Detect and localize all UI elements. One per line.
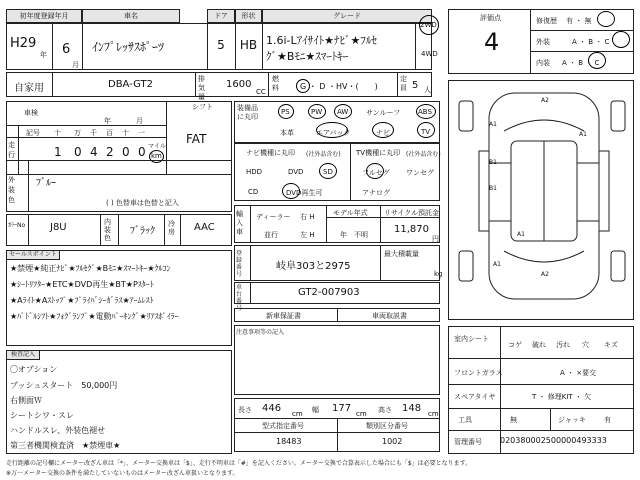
tv-type-label: TV機種に丸印 <box>356 149 401 157</box>
equip-airbag: エアバック <box>316 129 351 137</box>
front-glass-label: フロントガラス <box>454 369 503 377</box>
sales-point-line: ★Aﾗｲﾄ★Aｽﾄｯﾌﾟ★ﾌﾟﾗｲﾊﾞｼｰｶﾞﾗｽ★ｱｰﾑﾚｽﾄ <box>10 296 154 305</box>
ac-label: 冷房 <box>168 220 175 236</box>
inspector-label: 検査記入 <box>6 350 40 360</box>
car-name: ｲﾝﾌﾟﾚｯｻｽﾎﾟｰﾂ <box>92 40 165 54</box>
cc-unit: CC <box>256 88 266 96</box>
running-label: 走行 <box>8 141 15 159</box>
mileage-digit: 1 <box>54 145 62 159</box>
footer-line-1: 走行距離の記号欄にメーター改ざん車は「*」、メーター交換車は「$」、走行不明車は「#」を記入ください。メーター交換で合算表示した場合にも「$」は必要となります。 <box>6 460 472 467</box>
place-header: 万 <box>74 129 81 137</box>
grade-line1: 1.6i-Lｱｲｻｲﾄ★ﾅﾋﾞ★ﾌﾙｾ <box>266 34 377 47</box>
place-header: 十 <box>54 129 61 137</box>
interior-grade-label: 内装 <box>536 59 550 67</box>
seat-option: 穴 <box>582 341 589 349</box>
shift-label: シフト <box>192 103 213 111</box>
equip-leather: 本革 <box>280 129 294 137</box>
grade-line2: ｸﾞ★Bﾓﾆ★ｽﾏｰﾄｷｰ <box>266 50 349 63</box>
shape-value: HB <box>239 38 258 52</box>
interior-color-value: ﾌﾞﾗｯｸ <box>130 226 155 237</box>
capacity-label: 定員 <box>400 75 407 92</box>
equip-sunroof: サンルーフ <box>366 109 401 117</box>
score-label: 評価点 <box>480 14 501 22</box>
interior-color-label: 内装色 <box>104 218 111 242</box>
equip-pw: PW <box>311 108 323 116</box>
jack-label: ジャッキ <box>558 416 586 424</box>
first-reg-era: H29 <box>10 36 37 51</box>
sales-point-line: ★ﾊﾟﾄﾞﾙｼﾌﾄ★ﾌｫｸﾞﾗﾝﾌﾟ★電動ﾊﾟｰｷﾝｸﾞ★ﾘｱｽﾎﾟｲﾗｰ <box>10 312 179 321</box>
nav-type-label: ナビ機種に丸印 <box>246 149 295 157</box>
capacity-value: 5 <box>412 80 419 91</box>
inspection-month-unit: 月 <box>136 117 143 125</box>
class-no-label: 類別区分番号 <box>366 422 408 430</box>
fuel-label: 燃料 <box>272 75 279 92</box>
reg-number: 岐阜303と2975 <box>276 261 351 272</box>
recycle-yen: 円 <box>432 235 439 243</box>
color-no-label: ｶﾗｰNo <box>8 222 26 229</box>
seat-label: 室内シート <box>454 335 489 343</box>
place-header: 一 <box>138 129 145 137</box>
tv-type-sub: (社外品含む) <box>406 151 441 158</box>
displacement-value: 1600 <box>226 79 252 90</box>
place-header: 千 <box>90 129 97 137</box>
width-label: 幅 <box>312 406 319 414</box>
equip-ps: PS <box>281 108 290 116</box>
mileage-digit: 0 <box>122 145 130 159</box>
year-unit: 年 <box>40 51 47 59</box>
import-parallel: 並行 <box>264 231 278 239</box>
repair-history-label: 修復歴 <box>536 17 557 25</box>
equip-tv: TV <box>421 128 431 136</box>
mgmt-no-label: 管理番号 <box>454 438 482 446</box>
place-header: 記号 <box>26 129 40 137</box>
spare-tire-value: T ・ 修理KIT ・ 欠 <box>532 393 592 401</box>
nav-cd: CD <box>248 188 259 196</box>
grade-header: グレード <box>262 9 432 23</box>
inspector-line: 〇オプション <box>10 365 58 374</box>
reg-number-label: 登録番号 <box>236 250 243 278</box>
sales-point-line: ★ｼｰﾄﾘﾌﾀｰ★ETC★DVD再生★BT★Pｽﾀｰﾄ <box>10 280 154 289</box>
sales-points-label: セールスポイント <box>6 250 60 260</box>
import-left-hand: 左 H <box>300 231 315 239</box>
repair-history-options: 有 ・ 無 <box>566 17 592 25</box>
shape-header: 形状 <box>235 9 262 23</box>
import-dealer: ディーラー <box>256 213 291 221</box>
recycle-amount: 11,870 <box>394 224 429 235</box>
equip-aw: AW <box>337 108 349 116</box>
doors-header: ドア <box>207 9 235 23</box>
max-load-label: 最大積載量 <box>384 250 419 258</box>
type-no-value: 18483 <box>276 437 302 446</box>
tv-oneseg: ワンセグ <box>406 169 434 177</box>
car-name-header: 車名 <box>82 9 180 23</box>
manual-label: 車両取説書 <box>372 312 407 320</box>
ac-value: AAC <box>194 222 215 233</box>
inspection-label: 車検 <box>24 109 38 117</box>
color-no-value: J8U <box>50 222 67 233</box>
equip-navi: ナビ <box>376 129 390 137</box>
displacement-label: 排気量 <box>198 75 205 101</box>
length-cm: cm <box>292 410 303 418</box>
tools-label: 工具 <box>458 416 472 424</box>
usage-value: 自家用 <box>14 83 44 94</box>
footer-line-2: ※万一メーター交換の条件を満たしていないものはメーター改ざん車扱いとなります。 <box>6 470 239 477</box>
length-label: 長さ <box>238 406 252 414</box>
nav-sd: SD <box>323 168 333 176</box>
drive-2wd: 2WD <box>420 21 437 29</box>
damage-label: A2 <box>541 271 549 278</box>
exterior-color-value: ﾌﾞﾙｰ <box>36 178 56 189</box>
km-unit: km <box>151 152 162 160</box>
inspector-line: プッシュスタート 50,000円 <box>10 381 118 390</box>
damage-label: A1 <box>517 231 525 238</box>
damage-label: B1 <box>489 185 497 192</box>
damage-label: B1 <box>489 159 497 166</box>
model-year-value: 年 不明 <box>340 231 368 239</box>
interior-grade-options: A ・ B ・ C <box>562 59 600 67</box>
attention-label: 注意事項等の記入 <box>236 329 285 336</box>
first-reg-month: 6 <box>62 42 71 57</box>
inspection-year-unit: 年 <box>104 117 111 125</box>
mileage-digit: 4 <box>90 145 98 159</box>
mile-unit: マイル <box>148 143 166 150</box>
chassis-label: 車台番号 <box>236 284 243 312</box>
tv-fullseg: フルセグ <box>362 169 390 177</box>
mileage-digit: 2 <box>106 145 114 159</box>
model-year-label: モデル年式 <box>333 209 368 217</box>
height-cm: cm <box>428 410 439 418</box>
mileage-digit: 0 <box>74 145 82 159</box>
spare-tire-label: スペアタイヤ <box>454 393 496 401</box>
damage-label: A1 <box>493 261 501 268</box>
nav-hdd: HDD <box>246 168 263 176</box>
nav-type-sub: (社外品含む) <box>306 151 341 158</box>
seat-option: 破れ <box>532 341 546 349</box>
exterior-grade-label: 外装 <box>536 38 550 46</box>
first-reg-header: 初年度登録年月 <box>6 9 82 23</box>
place-header: 十 <box>122 129 129 137</box>
width-value: 177 <box>332 403 352 414</box>
import-right-hand: 右 H <box>300 213 315 221</box>
inspector-line: シートシワ・スレ <box>10 411 74 420</box>
equipment-label: 装備品に丸印 <box>237 104 258 121</box>
height-label: 高さ <box>378 406 392 414</box>
shift-value: FAT <box>186 132 207 146</box>
color-note: ( ) 色替車は色替と記入 <box>106 199 179 207</box>
model-value: DBA-GT2 <box>108 79 154 90</box>
tv-analog: アナログ <box>362 189 390 197</box>
nav-dvd-play: DVD再生可 <box>286 189 323 197</box>
inspector-line: ハンドルスレ、外装色褪せ <box>10 426 106 435</box>
drive-4wd: 4WD <box>421 50 438 58</box>
length-value: 446 <box>262 403 282 414</box>
new-car-warranty-label: 新車保証書 <box>266 312 301 320</box>
inspector-line: 第三者機関検査済 ★禁煙車★ <box>10 441 121 450</box>
equip-abs: ABS <box>418 108 432 116</box>
overall-score: 4 <box>484 28 500 56</box>
nav-dvd: DVD <box>288 168 304 176</box>
class-no-value: 1002 <box>382 437 403 446</box>
sales-point-line: ★禁煙★純正ﾅﾋﾞ★ﾌﾙｾｸﾞ★Bﾓﾆ★ｽﾏｰﾄｷｰ★ｸﾙｺﾝ <box>10 264 171 273</box>
import-label: 輸入車 <box>236 210 243 236</box>
width-cm: cm <box>356 410 367 418</box>
seat-option: コゲ <box>508 341 522 349</box>
seat-option: キズ <box>604 341 618 349</box>
max-load-kg: kg <box>434 270 443 278</box>
mileage-digit: 0 <box>138 145 146 159</box>
recycle-label: リサイクル預託金 <box>384 209 440 217</box>
exterior-grade-options: A ・ B ・ C <box>572 38 610 46</box>
jack-value: 有 <box>604 416 611 424</box>
mgmt-no-value: 020380002500000493333 <box>500 436 607 445</box>
fuel-options: G ・ D ・HV・( ) <box>300 82 378 91</box>
seat-option: 汚れ <box>556 341 570 349</box>
car-diagram <box>448 80 634 320</box>
damage-label: A2 <box>541 97 549 104</box>
car-outline-icon <box>449 81 635 321</box>
type-no-label: 型式指定番号 <box>262 422 304 430</box>
month-unit: 月 <box>72 61 79 69</box>
tools-value: 無 <box>510 416 517 424</box>
height-value: 148 <box>402 403 422 414</box>
damage-label: A1 <box>579 131 587 138</box>
doors-value: 5 <box>217 38 225 52</box>
capacity-unit: 人 <box>424 86 431 94</box>
front-glass-value: A ・ ×要交 <box>560 369 597 377</box>
inspector-line: 右側面Ｗ <box>10 396 42 405</box>
chassis-number: GT2-007903 <box>298 287 360 298</box>
exterior-color-label: 外装色 <box>8 176 15 204</box>
damage-label: A1 <box>489 121 497 128</box>
place-header: 百 <box>106 129 113 137</box>
